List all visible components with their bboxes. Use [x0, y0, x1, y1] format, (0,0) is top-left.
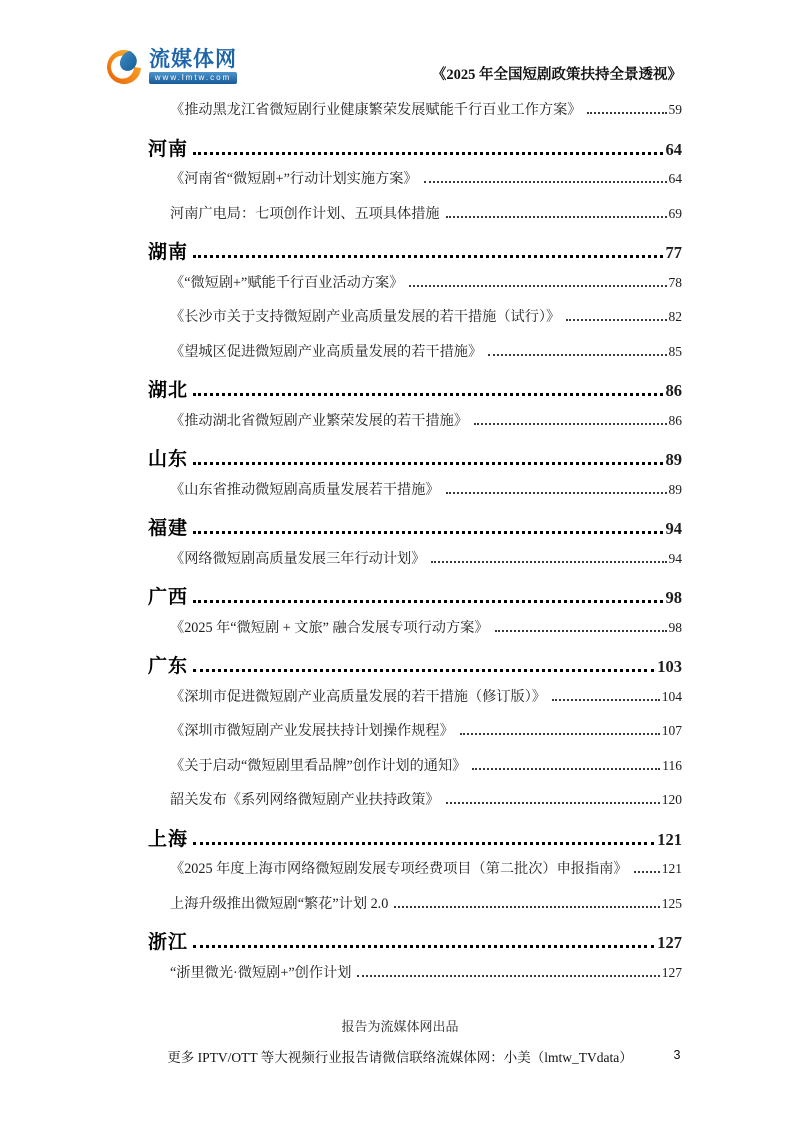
- toc-section-heading: [148, 651, 682, 686]
- toc-page-number: 64: [668, 171, 682, 186]
- toc-page-number: 120: [661, 792, 682, 807]
- toc-label: 《“微短剧+”赋能千行百业活动方案》: [170, 274, 404, 291]
- toc-page-number: 89: [668, 481, 682, 497]
- toc-entry: [148, 686, 682, 721]
- logo-url-text: www.lmtw.com: [154, 73, 232, 82]
- toc-page-number: 82: [668, 309, 682, 324]
- toc-label: 《网络微短剧高质量发展三年行动计划》: [170, 550, 426, 567]
- toc-page-number: 121: [661, 861, 682, 876]
- toc-page-number: 86: [668, 412, 682, 428]
- toc-leader-dots: [193, 842, 654, 845]
- toc-page-number: 59: [668, 102, 682, 117]
- toc-entry: [148, 341, 682, 376]
- toc-page-number: 116: [662, 757, 682, 773]
- toc-page-number: 77: [665, 243, 682, 262]
- toc-entry: [148, 858, 682, 893]
- toc-section-heading: [148, 927, 682, 962]
- toc-section-heading: [148, 444, 682, 479]
- toc-list: [148, 99, 682, 996]
- toc-label: 《山东省推动微短剧高质量发展若干措施》: [170, 481, 440, 498]
- toc-label: 山东: [148, 449, 189, 470]
- toc-page-number: 94: [668, 550, 682, 566]
- footer-production-note: 报告为流媒体网出品: [341, 1019, 459, 1034]
- toc-leader-dots: [394, 906, 659, 908]
- toc-label: 《2025 年“微短剧 + 文旅” 融合发展专项行动方案》: [170, 619, 489, 636]
- logo-url-bar: [149, 72, 237, 84]
- lmtw-logo: [104, 46, 237, 90]
- toc-leader-dots: [488, 354, 666, 356]
- toc-page-number: 98: [665, 588, 682, 607]
- toc-leader-dots: [193, 462, 662, 465]
- toc-page-number: 78: [668, 274, 682, 290]
- toc-label: 《推动黑龙江省微短剧行业健康繁荣发展赋能千行百业工作方案》: [170, 102, 582, 118]
- toc-label: 湖南: [148, 242, 189, 263]
- toc-leader-dots: [460, 733, 660, 735]
- toc-label: 福建: [148, 518, 189, 539]
- toc-page-number: 103: [657, 657, 682, 676]
- toc-label: 上海: [148, 828, 189, 850]
- toc-page-number: 69: [668, 205, 682, 221]
- toc-entry: [148, 479, 682, 514]
- toc-section-heading: [148, 513, 682, 548]
- toc-leader-dots: [193, 531, 662, 534]
- toc-page-number: 107: [661, 723, 682, 738]
- page-header: [104, 46, 682, 90]
- toc-section-heading: [148, 134, 682, 169]
- toc-page-number: 85: [668, 343, 682, 359]
- toc-entry: [148, 962, 682, 997]
- toc-label: 上海升级推出微短剧“繁花”计划 2.0: [170, 895, 389, 912]
- toc-entry: [148, 203, 682, 238]
- toc-leader-dots: [193, 255, 662, 258]
- toc-leader-dots: [424, 181, 667, 183]
- toc-label: 韶关发布《系列网络微短剧产业扶持政策》: [170, 792, 440, 808]
- toc-entry: [148, 272, 682, 307]
- toc-page-number: 127: [661, 964, 682, 980]
- toc-page-number: 127: [657, 933, 682, 952]
- toc-leader-dots: [495, 630, 667, 632]
- toc-page-number: 104: [661, 688, 682, 704]
- toc-entry: [148, 99, 682, 134]
- toc-section-heading: [148, 237, 682, 272]
- toc-label: 《长沙市关于支持微短剧产业高质量发展的若干措施（试行）》: [170, 309, 561, 325]
- toc-label: 《望城区促进微短剧产业高质量发展的若干措施》: [170, 343, 483, 360]
- toc-leader-dots: [472, 768, 660, 770]
- toc-page-number: 94: [665, 519, 682, 538]
- toc-label: 湖北: [148, 380, 189, 401]
- toc-leader-dots: [446, 216, 667, 218]
- footer-contact-note: 更多 IPTV/OTT 等大视频行业报告请微信联络流媒体网：小美（lmtw_TVdata）: [167, 1050, 633, 1065]
- toc-section-heading: [148, 824, 682, 859]
- toc-page-number: 125: [661, 895, 682, 911]
- toc-leader-dots: [193, 669, 654, 672]
- document-title: 《2025 年全国短剧政策扶持全景透视》: [431, 67, 682, 83]
- toc-leader-dots: [446, 802, 660, 804]
- toc-leader-dots: [193, 152, 662, 155]
- toc-entry: [148, 893, 682, 928]
- toc-label: 广东: [148, 656, 189, 677]
- toc-leader-dots: [587, 112, 666, 114]
- toc-label: 《2025 年度上海市网络微短剧发展专项经费项目（第二批次）申报指南》: [170, 861, 628, 877]
- toc-page-number: 89: [665, 450, 682, 469]
- toc-entry: [148, 410, 682, 445]
- toc-page-number: 86: [665, 381, 682, 400]
- toc-entry: [148, 306, 682, 341]
- toc-entry: [148, 168, 682, 203]
- footer-page-number: 3: [673, 1048, 681, 1062]
- toc-page-number: 121: [657, 829, 682, 849]
- toc-label: 《关于启动“微短剧里看品牌”创作计划的通知》: [170, 757, 467, 774]
- toc-leader-dots: [193, 600, 662, 603]
- toc-page-number: 98: [668, 619, 682, 635]
- toc-leader-dots: [409, 285, 666, 287]
- toc-leader-dots: [357, 975, 659, 977]
- toc-label: 《河南省“微短剧+”行动计划实施方案》: [170, 171, 418, 187]
- toc-label: 广西: [148, 587, 189, 608]
- toc-leader-dots: [193, 393, 662, 396]
- toc-leader-dots: [431, 561, 666, 563]
- toc-label: 《深圳市促进微短剧产业高质量发展的若干措施（修订版）》: [170, 688, 546, 705]
- toc-label: 《深圳市微短剧产业发展扶持计划操作规程》: [170, 723, 454, 739]
- toc-leader-dots: [193, 945, 654, 948]
- toc-label: 《推动湖北省微短剧产业繁荣发展的若干措施》: [170, 412, 468, 429]
- toc-entry: [148, 548, 682, 583]
- toc-entry: [148, 720, 682, 755]
- toc-leader-dots: [446, 492, 667, 494]
- lmtw-logo-icon: [104, 46, 144, 90]
- toc-entry: [148, 789, 682, 824]
- toc-leader-dots: [634, 871, 660, 873]
- toc-label: 河南广电局：七项创作计划、五项具体措施: [170, 205, 440, 222]
- toc-page-number: 64: [665, 139, 682, 159]
- toc-label: 浙江: [148, 932, 189, 953]
- logo-brand-name: 流媒体网: [149, 48, 237, 71]
- toc-leader-dots: [474, 423, 667, 425]
- toc-label: 河南: [148, 138, 189, 160]
- toc-entry: [148, 755, 682, 790]
- toc-section-heading: [148, 582, 682, 617]
- toc-leader-dots: [552, 699, 660, 701]
- toc-entry: [148, 617, 682, 652]
- toc-section-heading: [148, 375, 682, 410]
- toc-label: “浙里微光·微短剧+”创作计划: [170, 964, 352, 981]
- toc-leader-dots: [566, 319, 666, 321]
